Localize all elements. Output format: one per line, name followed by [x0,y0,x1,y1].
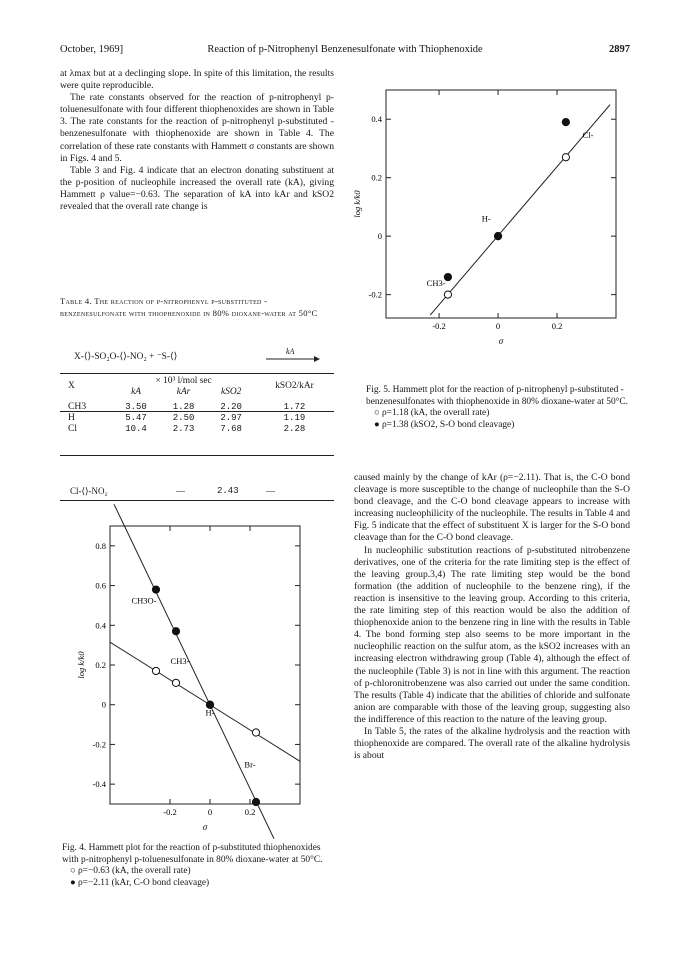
x-axis-label: σ [498,336,504,346]
data-point-open [252,729,259,736]
cell-kso2: 2.97 [220,412,242,423]
caption-legend-open: ○ ρ=−0.63 (kA, the overall rate) [70,866,191,877]
table-row [60,423,334,434]
plot-frame [110,526,300,804]
data-point-filled [252,798,259,805]
x-axis-label: σ [202,822,208,832]
y-axis-label: log k/k0 [76,651,86,679]
equation-arrow-label: kA [286,347,295,356]
right-column-text [354,472,630,762]
cell-kar: 1.28 [172,401,195,412]
data-point-filled [562,119,569,126]
running-header [60,44,630,58]
cell-ratio: 2.28 [283,423,306,434]
cell-x: Cl-⟨⟩-NO₂ [70,486,108,496]
col-header-ka: kA [131,386,141,397]
fig4-svg [60,518,310,838]
cell-kar: 2.50 [172,412,195,423]
data-point-filled [494,233,501,240]
cell-kar: 2.73 [172,423,195,434]
x-tick-label: 0 [207,807,213,817]
point-annotation: Cl- [582,130,594,141]
table4-caption: Table 4. The reaction of p-nitrophenyl p-substituted - benzenesulfonate with thiophenoxide in 80% dioxane-water at 50°C [60,296,318,318]
fig5-svg [354,60,630,380]
cell-kso2: 7.68 [220,423,242,434]
col-header-x: X [68,381,75,391]
page-number: 2897 [609,44,630,55]
table-row-chloronitrobenzene [60,482,334,502]
cell-kso2: 2.20 [220,401,242,412]
x-tick-label: -0.2 [163,807,177,817]
fit-line [110,642,300,761]
y-tick-label: -0.4 [92,779,106,790]
cell-x: H [68,412,75,423]
caption-legend-filled: ● ρ=1.38 (kSO2, S-O bond cleavage) [374,419,515,430]
y-tick-label: 0.4 [371,114,382,125]
point-annotation: CH3O- [131,595,157,606]
cell-ka: 10.4 [125,423,147,434]
reaction-equation [74,347,324,369]
point-annotation: Br- [244,759,256,770]
cell-ka: 3.50 [125,401,147,412]
table-rule-bottom [60,455,334,456]
y-tick-label: 0.2 [95,660,106,670]
paragraph: at λmax but at a declinging slope. In spite of this limitation, the results were quite reproducible. [60,68,334,92]
cell-kso2: — [266,486,275,496]
cell-ka: — [176,486,185,496]
point-annotation: H- [481,213,491,224]
fig4-caption [62,843,334,889]
caption-legend-filled: ● ρ=−2.11 (kAr, C-O bond cleavage) [70,877,210,888]
x-tick-label: 0.2 [244,807,256,817]
equation-left: X-⟨⟩-SO₂O-⟨⟩-NO₂ + ⁻S-⟨⟩ [74,352,178,362]
cell-x: CH3 [68,401,87,412]
col-header-kar: kAr [176,386,191,397]
header-date: October, 1969] [60,44,124,55]
table-row [60,401,334,412]
data-point-open [444,291,451,298]
x-tick-label: -0.2 [432,321,446,331]
left-column-text [60,68,334,213]
y-tick-label: 0.4 [95,620,106,631]
y-tick-label: -0.2 [92,739,106,750]
point-annotation: CH3- [426,277,446,288]
paragraph: The rate constants observed for the reaction of p-nitrophenyl p-toluenesulfonate with four different thiophenoxides are shown in Table 3. The rate constants for the reaction of p-nitrophenyl p-substituted - benzenesulfonate with thiophenoxide are shown in Table 4. The correlation of these rate constants with Hammett σ constants are shown in Figs. 4 and 5. [60,92,334,164]
y-axis-label: log k/k0 [352,190,362,218]
paragraph: caused mainly by the change of kAr (ρ=−2.11). That is, the C-O bond cleavage is more susceptible to the change of nucleophile than the S-O bond cleavage, and the C-O bond cleavage appears to increase with increasing nucleophilicity of the nucleophile. The results in Table 4 and Fig. 5 indicate that the effect of substituent X is larger for the S-O bond cleavage than for the C-O bond cleavage. [354,472,630,544]
x-tick-label: 0 [495,321,501,331]
y-tick-label: 0 [101,699,106,710]
caption-text: Fig. 4. Hammett plot for the reaction of p-substituted thiophenoxides with p-nitrophenyl p-toluenesulfonate in 80% dioxane-water at 50°C. [62,843,323,865]
cell-kar: 2.43 [217,486,239,496]
fig4-plot [60,518,310,843]
table-rule-top [60,373,334,374]
paragraph: In nucleophilic substitution reactions of p-substituted nitrobenzene derivatives, one of the criteria for the rate limiting step is the effect of the leaving group.3,4) The rate limiting step would be the bond formation (the addition of nucleophile to the benzene ring), if the reaction is insensitive to the leaving group. According to this criteria, the rate limiting step of this reaction would be also the addition of thiophenoxide anion to the benzene ring in line with the results in Table 4. The bond forming step also seems to be more important in the nucleophilic reaction on the sulfur atom, as the kSO2 increases with an increasing electron withdrawing group (Table 4), although the effect of the nucleophile (Table 3) is not in line with this argument. The reaction of p-chloronitrobenzene was also carried out under the same condition. The results (Table 4) indicate that the abilities of chloride and sulfonate anion are comparable with those of the leaving group, suggesting also the indifference of this reaction to the nature of the leaving group. [354,544,630,725]
plot-frame [386,90,616,318]
col-header-kso2: kSO2 [220,386,242,397]
y-tick-label: 0.2 [371,172,382,183]
caption-text: Fig. 5. Hammett plot for the reaction of p-nitrophenyl p-substituted - benzenesulfonates with thiophenoxide in 80% dioxane-water at 50°C. [366,385,629,407]
x-tick-label: 0.2 [551,321,563,331]
data-point-open [562,154,569,161]
point-annotation: H- [205,707,215,718]
y-tick-label: 0.8 [95,540,106,551]
data-point-open [152,667,159,674]
cell-ka: 5.47 [125,412,147,423]
table-row [60,412,334,423]
cell-ratio: 1.72 [283,401,306,412]
col-header-group: × 10³ l/mol sec [155,375,212,386]
header-title: Reaction of p-Nitrophenyl Benzenesulfonate with Thiophenoxide [207,44,483,55]
point-annotation: CH3- [170,656,190,667]
caption-legend-open: ○ ρ=1.18 (kA, the overall rate) [374,408,490,419]
fit-line [114,504,274,839]
y-tick-label: 0 [377,231,382,242]
paragraph: In Table 5, the rates of the alkaline hydrolysis and the reaction with thiophenoxide are compared. The overall rate of the alkaline hydrolysis is about [354,725,630,762]
y-tick-label: -0.2 [368,289,382,300]
fig5-plot [354,60,630,385]
data-point-filled [172,628,179,635]
col-header-ratio: kSO2/kAr [275,381,314,391]
table4 [60,375,334,434]
data-point-filled [152,586,159,593]
fig5-caption [366,385,630,431]
data-point-open [172,679,179,686]
cell-ratio: 1.19 [283,412,306,423]
paragraph: Table 3 and Fig. 4 indicate that an electron donating substituent at the p-position of nucleophile increased the overall rate (kA), giving Hammett ρ value=−0.63. The separation of kA into kAr and kSO2 revealed that the overall rate change is [60,164,334,213]
cell-x: Cl [68,423,78,434]
y-tick-label: 0.6 [95,580,106,591]
